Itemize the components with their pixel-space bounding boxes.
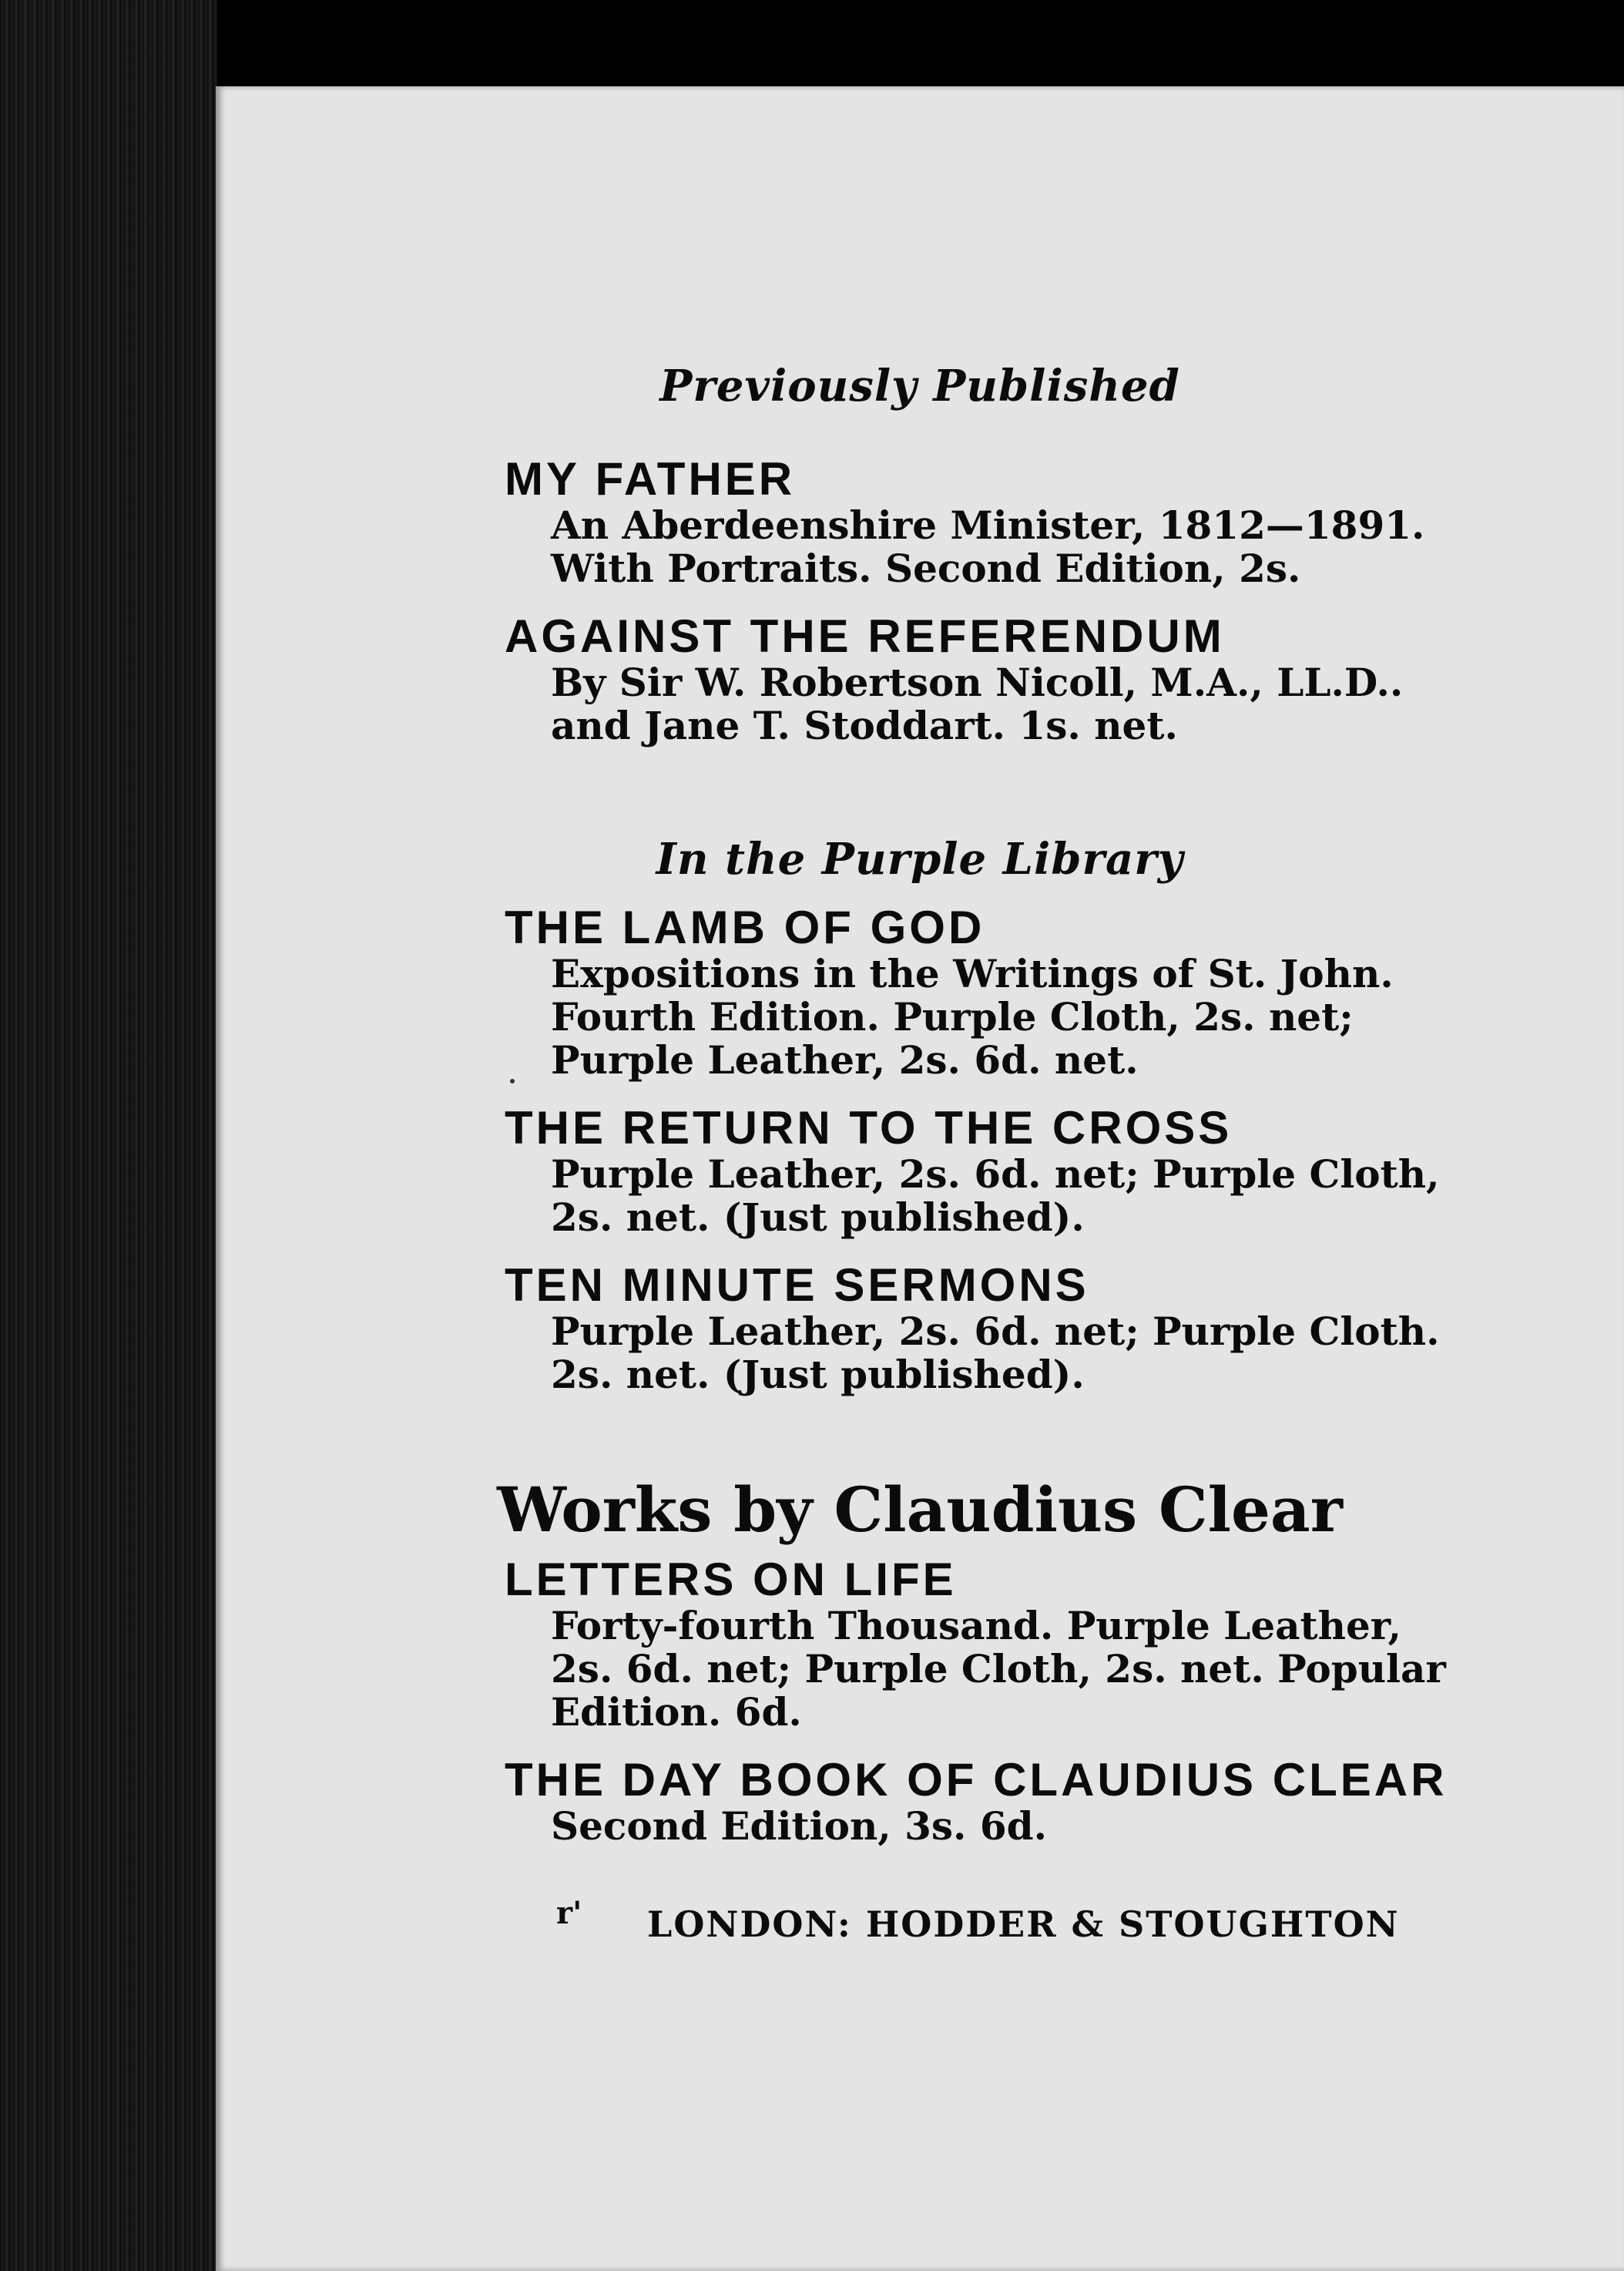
entry-description [505, 661, 1498, 747]
section-previously-published [505, 455, 1614, 769]
description-line: Purple Leather, 2s. 6d. net; Purple Cloth, [551, 1151, 1440, 1197]
section-works-by-claudius-clear [505, 1555, 1614, 1870]
description-line: An Aberdeenshire Minister, 1812—1891. [551, 502, 1425, 548]
entry-title: LETTERS ON LIFE [505, 1554, 957, 1605]
entry-title: THE RETURN TO THE CROSS [505, 1102, 1233, 1154]
section-heading-works-by-claudius-clear: Works by Claudius Clear [497, 1473, 1343, 1546]
section-heading-previously-published: Previously Published [659, 361, 1180, 412]
publisher-imprint: LONDON: HODDER & STOUGHTON [647, 1903, 1400, 1945]
entry-against-the-referendum [505, 612, 1614, 747]
book-page [216, 86, 1624, 2271]
entry-ten-minute-sermons [505, 1261, 1614, 1396]
entry-title: THE LAMB OF GOD [505, 902, 985, 953]
stray-mark: r' [556, 1895, 582, 1931]
description-line: 2s. net. (Just published). [551, 1352, 1085, 1397]
entry-title: THE DAY BOOK OF CLAUDIUS CLEAR [505, 1754, 1448, 1806]
description-line: With Portraits. Second Edition, 2s. [551, 546, 1301, 591]
description-line: Second Edition, 3s. 6d. [551, 1803, 1048, 1849]
entry-title: MY FATHER [505, 453, 796, 505]
entry-description [505, 952, 1498, 1082]
description-line: and Jane T. Stoddart. 1s. net. [551, 703, 1178, 748]
entry-title: TEN MINUTE SERMONS [505, 1259, 1089, 1311]
description-line: Edition. 6d. [551, 1689, 802, 1735]
entry-my-father [505, 455, 1614, 590]
description-line: By Sir W. Robertson Nicoll, M.A., LL.D.. [551, 660, 1404, 705]
entry-description [505, 504, 1498, 590]
entry-letters-on-life [505, 1555, 1614, 1734]
description-line: Purple Leather, 2s. 6d. net; Purple Cloth. [551, 1309, 1440, 1354]
description-line: 2s. net. (Just published). [551, 1194, 1085, 1240]
entry-description [505, 1310, 1498, 1396]
section-heading-purple-library: In the Purple Library [656, 834, 1184, 885]
entry-return-to-the-cross [505, 1104, 1614, 1239]
description-line: 2s. 6d. net; Purple Cloth, 2s. net. Popular [551, 1646, 1446, 1691]
entry-description [505, 1805, 1498, 1848]
ink-speck [510, 1079, 515, 1083]
section-purple-library [505, 903, 1614, 1418]
entry-description [505, 1604, 1498, 1734]
description-line: Forty-fourth Thousand. Purple Leather, [551, 1603, 1401, 1648]
book-edge [0, 0, 217, 2271]
entry-day-book-of-claudius-clear [505, 1755, 1614, 1848]
description-line: Purple Leather, 2s. 6d. net. [551, 1037, 1139, 1083]
scan-border-top [0, 0, 1624, 85]
description-line: Fourth Edition. Purple Cloth, 2s. net; [551, 994, 1354, 1040]
entry-description [505, 1153, 1498, 1239]
entry-lamb-of-god [505, 903, 1614, 1082]
entry-title: AGAINST THE REFERENDUM [505, 610, 1225, 662]
description-line: Expositions in the Writings of St. John. [551, 951, 1394, 996]
